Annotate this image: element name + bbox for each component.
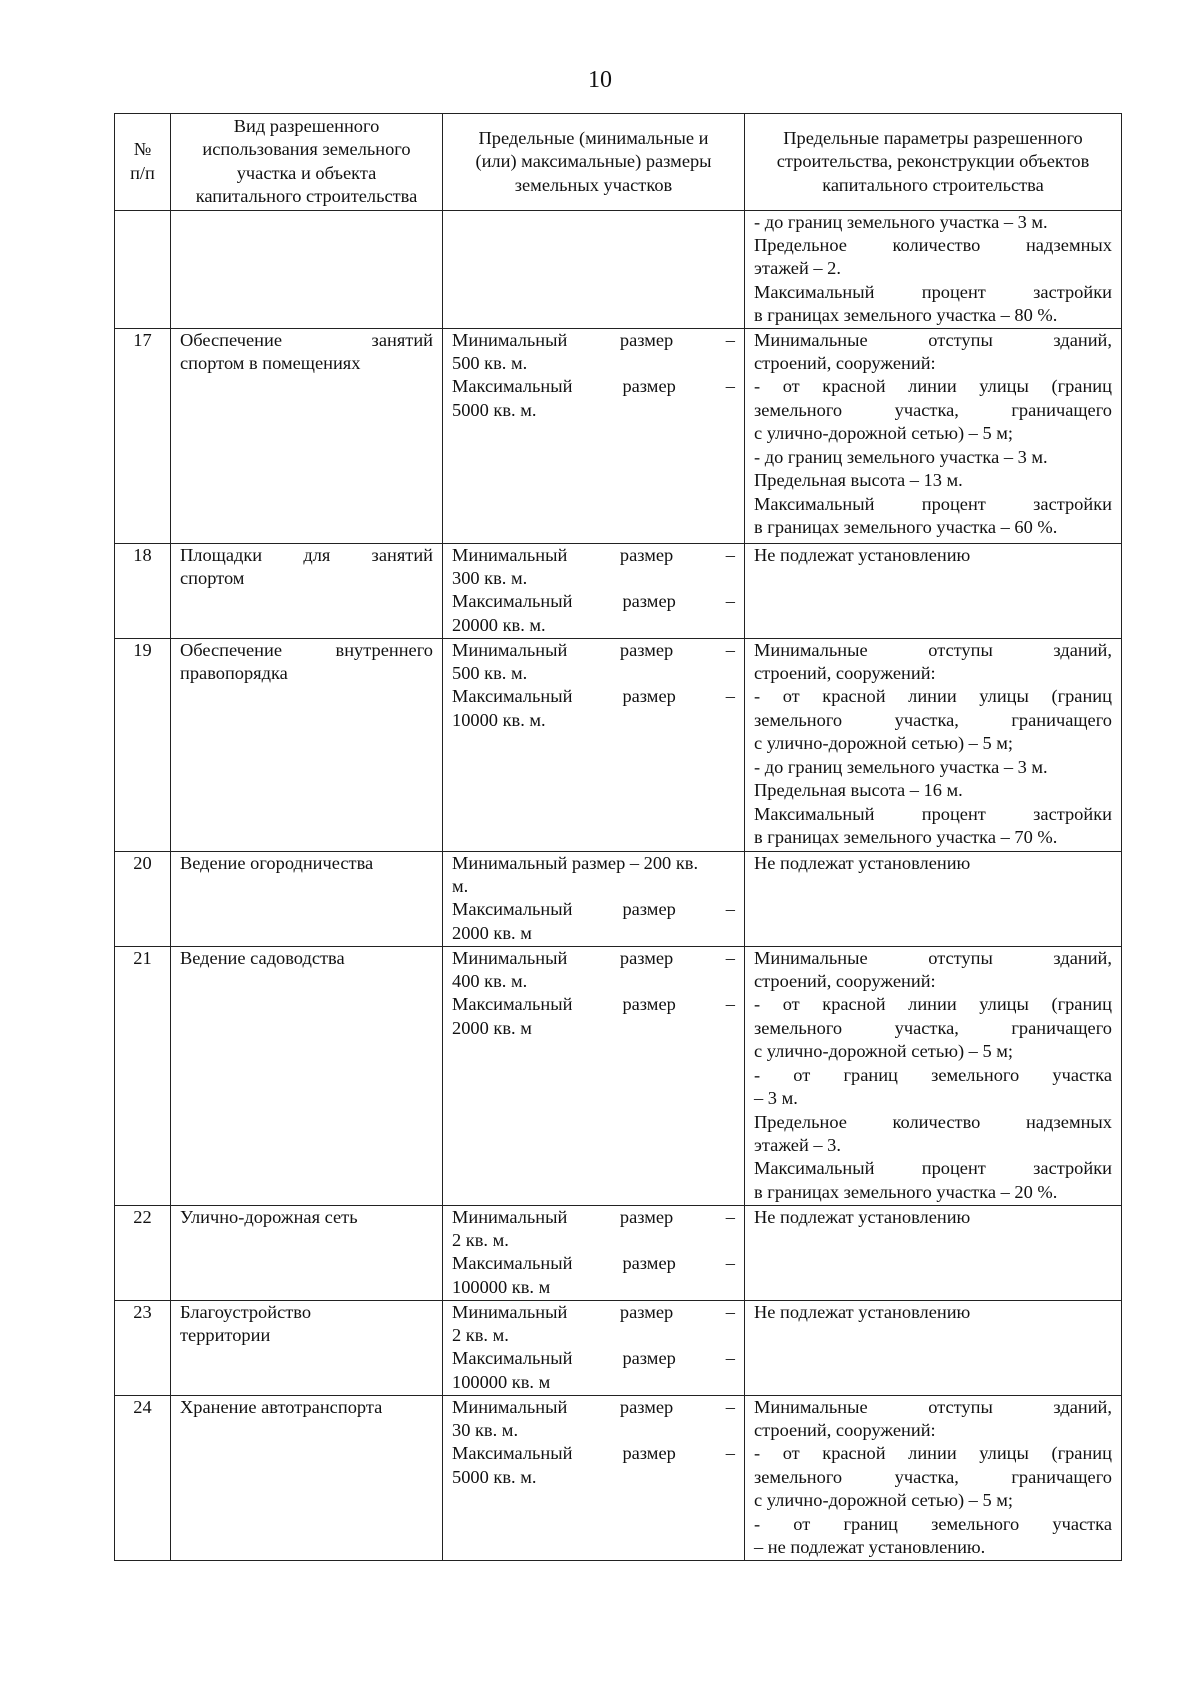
table-header-row <box>115 114 1122 211</box>
permitted-use-cell <box>171 543 443 638</box>
table-row <box>115 328 1122 543</box>
header-line: (или) максимальные) размеры <box>475 151 712 172</box>
header-line: капитального строительства <box>822 174 1044 195</box>
cell-line: в границах земельного участка – 80 %. <box>754 305 1058 326</box>
cell-line: с улично-дорожной сетью) – 5 м; <box>754 1490 1014 1511</box>
cell-line: этажей – 3. <box>754 1134 841 1155</box>
row-number-cell <box>115 210 171 328</box>
cell-line: - до границ земельного участка – 3 м. <box>754 446 1048 467</box>
cell-line: Максимальный размер – <box>452 899 735 920</box>
cell-line: Максимальный процент застройки <box>754 493 1112 514</box>
cell-line: Площадки для занятий <box>180 544 433 565</box>
cell-line: Не подлежат установлению <box>754 1301 971 1322</box>
table-row <box>115 1300 1122 1395</box>
plot-size-cell <box>443 210 745 328</box>
cell-line: Хранение автотранспорта <box>180 1396 383 1417</box>
header-line: п/п <box>130 162 155 183</box>
cell-line: Максимальный размер – <box>452 1253 735 1274</box>
construction-params-cell <box>745 1205 1122 1300</box>
header-line: № <box>133 139 152 160</box>
cell-line: Предельная высота – 16 м. <box>754 780 963 801</box>
cell-line: Предельное количество надземных <box>754 235 1112 256</box>
header-line: Предельные (минимальные и <box>478 127 709 148</box>
cell-line: территории <box>180 1325 271 1346</box>
cell-line: с улично-дорожной сетью) – 5 м; <box>754 733 1014 754</box>
cell-line: Ведение огородничества <box>180 852 374 873</box>
table-row <box>115 638 1122 851</box>
cell-line: Минимальный размер – <box>452 1206 735 1227</box>
cell-line: 30 кв. м. <box>452 1420 519 1441</box>
plot-size-cell <box>443 946 745 1205</box>
header-plot-size-limits <box>443 114 745 211</box>
cell-line: земельного участка, граничащего <box>754 399 1112 420</box>
cell-line: Максимальный размер – <box>452 376 735 397</box>
cell-line: - до границ земельного участка – 3 м. <box>754 211 1048 232</box>
header-construction-parameters <box>745 114 1122 211</box>
cell-line: правопорядка <box>180 663 288 684</box>
cell-line: - от границ земельного участка <box>754 1064 1112 1085</box>
cell-line: Не подлежат установлению <box>754 544 971 565</box>
cell-line: Улично-дорожная сеть <box>180 1206 358 1227</box>
cell-line: Минимальные отступы зданий, <box>754 1396 1112 1417</box>
cell-line: Обеспечение внутреннего <box>180 639 433 660</box>
header-line: Предельные параметры разрешенного <box>783 127 1083 148</box>
cell-line: 2000 кв. м <box>452 1017 532 1038</box>
construction-params-cell <box>745 210 1122 328</box>
cell-line: 2 кв. м. <box>452 1325 509 1346</box>
construction-params-cell <box>745 638 1122 851</box>
cell-line: 500 кв. м. <box>452 353 528 374</box>
cell-line: Не подлежат установлению <box>754 852 971 873</box>
cell-line: Максимальный размер – <box>452 591 735 612</box>
permitted-use-cell <box>171 328 443 543</box>
cell-line: 5000 кв. м. <box>452 1466 537 1487</box>
row-number-cell: 24 <box>115 1395 171 1560</box>
cell-line: Минимальный размер – <box>452 1396 735 1417</box>
construction-params-cell <box>745 543 1122 638</box>
cell-line: Минимальный размер – 200 кв. <box>452 852 699 873</box>
plot-size-cell <box>443 638 745 851</box>
header-line: капитального строительства <box>195 186 418 207</box>
cell-line: 10000 кв. м. <box>452 709 546 730</box>
cell-line: - от красной линии улицы (границ <box>754 686 1112 707</box>
cell-line: 2000 кв. м <box>452 922 532 943</box>
cell-line: строений, сооружений: <box>754 971 936 992</box>
header-line: земельных участков <box>514 174 673 195</box>
cell-line: - от границ земельного участка <box>754 1513 1112 1534</box>
cell-line: Минимальные отступы зданий, <box>754 947 1112 968</box>
row-number-cell: 22 <box>115 1205 171 1300</box>
cell-line: спортом <box>180 568 245 589</box>
cell-line: Минимальный размер – <box>452 1301 735 1322</box>
permitted-use-cell <box>171 638 443 851</box>
header-permitted-use <box>171 114 443 211</box>
cell-line: Благоустройство <box>180 1301 312 1322</box>
permitted-use-cell <box>171 1205 443 1300</box>
header-line: участка и объекта <box>236 162 377 183</box>
cell-line: в границах земельного участка – 60 %. <box>754 516 1058 537</box>
cell-line: Минимальный размер – <box>452 544 735 565</box>
plot-size-cell <box>443 1395 745 1560</box>
cell-line: 400 кв. м. <box>452 971 528 992</box>
cell-line: – не подлежат установлению. <box>754 1537 986 1558</box>
cell-line: строений, сооружений: <box>754 663 936 684</box>
cell-line: 2 кв. м. <box>452 1230 509 1251</box>
construction-params-cell <box>745 328 1122 543</box>
table-row <box>115 1205 1122 1300</box>
table-row <box>115 851 1122 946</box>
row-number-cell: 17 <box>115 328 171 543</box>
permitted-use-cell <box>171 1395 443 1560</box>
cell-line: 300 кв. м. <box>452 568 528 589</box>
cell-line: спортом в помещениях <box>180 353 361 374</box>
row-number-cell: 21 <box>115 946 171 1205</box>
cell-line: Максимальный размер – <box>452 1348 735 1369</box>
table-row <box>115 543 1122 638</box>
row-number-cell: 23 <box>115 1300 171 1395</box>
cell-line: Максимальный процент застройки <box>754 1158 1112 1179</box>
permitted-use-cell <box>171 946 443 1205</box>
plot-size-cell <box>443 543 745 638</box>
cell-line: Минимальные отступы зданий, <box>754 329 1112 350</box>
cell-line: м. <box>452 876 469 897</box>
table-row <box>115 946 1122 1205</box>
cell-line: Предельная высота – 13 м. <box>754 470 963 491</box>
construction-params-cell <box>745 1395 1122 1560</box>
cell-line: Максимальный процент застройки <box>754 803 1112 824</box>
cell-line: Не подлежат установлению <box>754 1206 971 1227</box>
cell-line: Предельное количество надземных <box>754 1111 1112 1132</box>
cell-line: 500 кв. м. <box>452 663 528 684</box>
cell-line: Максимальный процент застройки <box>754 281 1112 302</box>
cell-line: земельного участка, граничащего <box>754 709 1112 730</box>
cell-line: Максимальный размер – <box>452 994 735 1015</box>
plot-size-cell <box>443 851 745 946</box>
cell-line: строений, сооружений: <box>754 353 936 374</box>
row-number-cell: 19 <box>115 638 171 851</box>
cell-line: с улично-дорожной сетью) – 5 м; <box>754 423 1014 444</box>
plot-size-cell <box>443 328 745 543</box>
header-number <box>115 114 171 211</box>
cell-line: с улично-дорожной сетью) – 5 м; <box>754 1041 1014 1062</box>
construction-params-cell <box>745 946 1122 1205</box>
header-line: строительства, реконструкции объектов <box>776 151 1090 172</box>
permitted-use-cell <box>171 851 443 946</box>
cell-line: 100000 кв. м <box>452 1276 551 1297</box>
cell-line: – 3 м. <box>754 1088 798 1109</box>
cell-line: строений, сооружений: <box>754 1420 936 1441</box>
table-row <box>115 210 1122 328</box>
cell-line: - от красной линии улицы (границ <box>754 1443 1112 1464</box>
cell-line: Минимальный размер – <box>452 947 735 968</box>
plot-size-cell <box>443 1300 745 1395</box>
cell-line: в границах земельного участка – 20 %. <box>754 1181 1058 1202</box>
cell-line: Ведение садоводства <box>180 947 345 968</box>
cell-line: Максимальный размер – <box>452 1443 735 1464</box>
header-line: Вид разрешенного <box>233 116 380 136</box>
cell-line: Минимальные отступы зданий, <box>754 639 1112 660</box>
regulations-table <box>114 113 1122 1561</box>
row-number-cell: 18 <box>115 543 171 638</box>
cell-line: в границах земельного участка – 70 %. <box>754 826 1058 847</box>
page-number: 10 <box>588 67 612 93</box>
cell-line: Максимальный размер – <box>452 686 735 707</box>
permitted-use-cell <box>171 210 443 328</box>
cell-line: этажей – 2. <box>754 258 841 279</box>
table-row <box>115 1395 1122 1560</box>
cell-line: земельного участка, граничащего <box>754 1466 1112 1487</box>
plot-size-cell <box>443 1205 745 1300</box>
header-line: использования земельного <box>202 139 411 160</box>
construction-params-cell <box>745 851 1122 946</box>
table-body <box>115 210 1122 1560</box>
cell-line: Минимальный размер – <box>452 639 735 660</box>
cell-line: 5000 кв. м. <box>452 399 537 420</box>
cell-line: земельного участка, граничащего <box>754 1017 1112 1038</box>
cell-line: 100000 кв. м <box>452 1371 551 1392</box>
cell-line: - от красной линии улицы (границ <box>754 994 1112 1015</box>
construction-params-cell <box>745 1300 1122 1395</box>
row-number-cell: 20 <box>115 851 171 946</box>
permitted-use-cell <box>171 1300 443 1395</box>
cell-line: 20000 кв. м. <box>452 614 546 635</box>
cell-line: - до границ земельного участка – 3 м. <box>754 756 1048 777</box>
cell-line: Минимальный размер – <box>452 329 735 350</box>
cell-line: - от красной линии улицы (границ <box>754 376 1112 397</box>
cell-line: Обеспечение занятий <box>180 329 433 350</box>
